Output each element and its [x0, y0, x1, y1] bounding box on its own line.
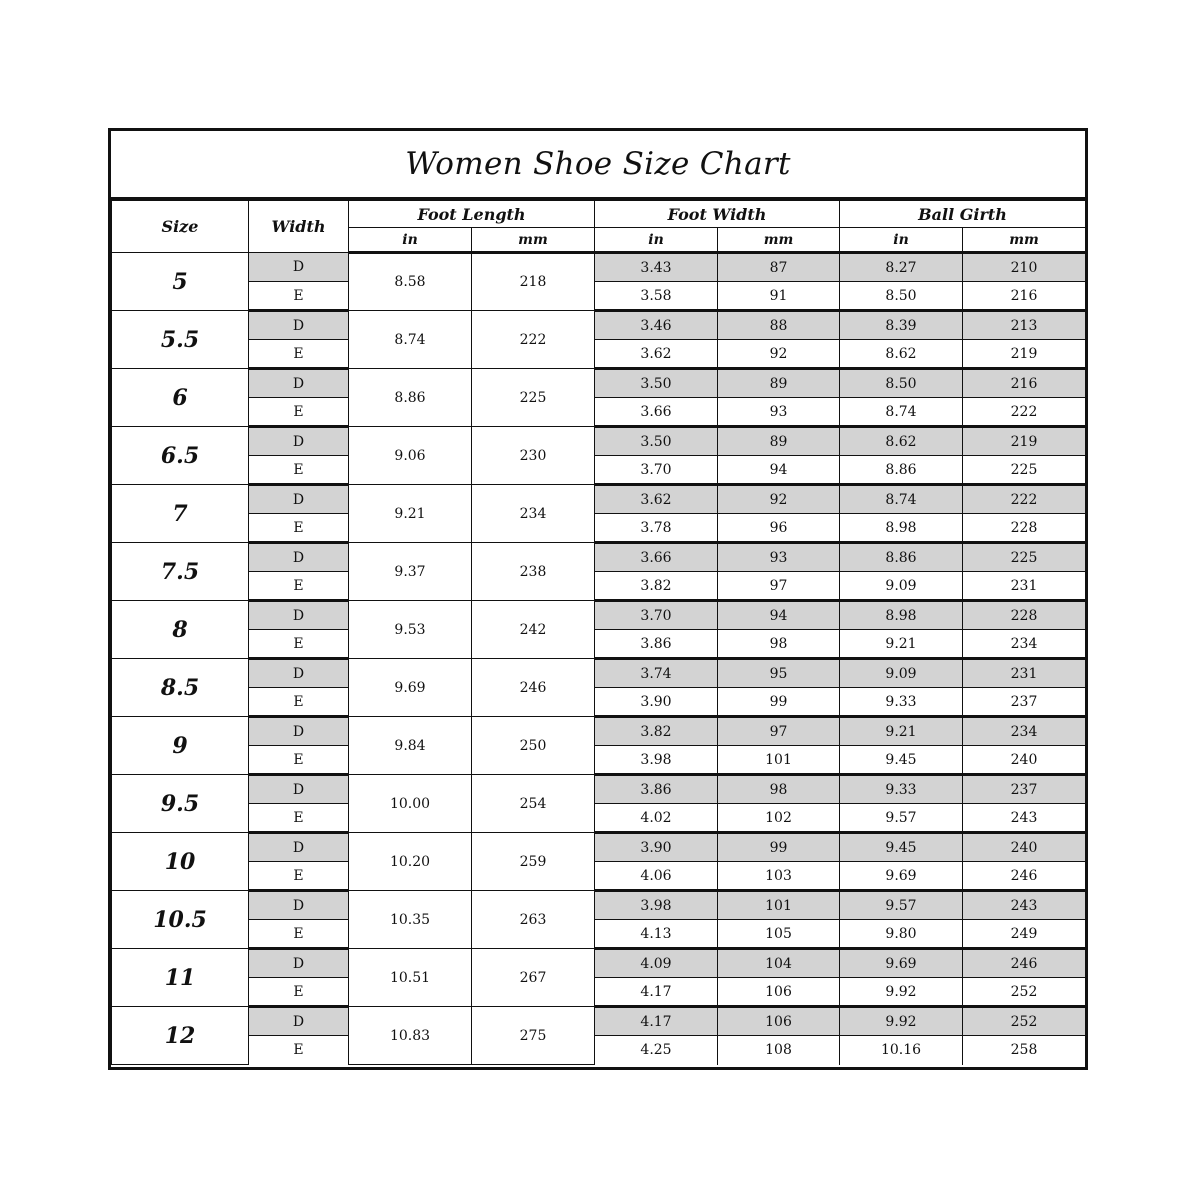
width-cell: E — [249, 630, 349, 659]
header-foot-length-mm: mm — [472, 228, 595, 253]
foot-width-mm-cell: 106 — [718, 1007, 840, 1036]
foot-width-in-cell: 3.62 — [595, 485, 718, 514]
foot-width-mm-cell: 98 — [718, 775, 840, 804]
ball-girth-mm-cell: 228 — [963, 514, 1086, 543]
ball-girth-mm-cell: 258 — [963, 1036, 1086, 1065]
foot-width-mm-cell: 99 — [718, 833, 840, 862]
table-row — [112, 1007, 1086, 1036]
foot-width-in-cell: 3.70 — [595, 456, 718, 485]
table-row — [112, 485, 1086, 514]
ball-girth-in-cell: 9.92 — [840, 1007, 963, 1036]
ball-girth-mm-cell: 225 — [963, 543, 1086, 572]
header-foot-width-in: in — [595, 228, 718, 253]
width-cell: E — [249, 572, 349, 601]
ball-girth-mm-cell: 222 — [963, 398, 1086, 427]
foot-width-mm-cell: 101 — [718, 891, 840, 920]
ball-girth-mm-cell: 228 — [963, 601, 1086, 630]
foot-width-mm-cell: 94 — [718, 601, 840, 630]
size-cell: 7.5 — [112, 543, 249, 601]
ball-girth-mm-cell: 216 — [963, 282, 1086, 311]
header-foot-width-mm: mm — [718, 228, 840, 253]
ball-girth-in-cell: 8.98 — [840, 514, 963, 543]
foot-width-mm-cell: 99 — [718, 688, 840, 717]
size-cell: 6.5 — [112, 427, 249, 485]
foot-width-mm-cell: 91 — [718, 282, 840, 311]
ball-girth-in-cell: 9.92 — [840, 978, 963, 1007]
ball-girth-mm-cell: 225 — [963, 456, 1086, 485]
foot-length-mm-cell: 246 — [472, 659, 595, 717]
foot-width-mm-cell: 89 — [718, 427, 840, 456]
size-cell: 8 — [112, 601, 249, 659]
table-row — [112, 456, 1086, 485]
ball-girth-in-cell: 9.33 — [840, 775, 963, 804]
width-cell: E — [249, 804, 349, 833]
ball-girth-mm-cell: 243 — [963, 891, 1086, 920]
ball-girth-in-cell: 9.80 — [840, 920, 963, 949]
foot-length-in-cell: 9.84 — [349, 717, 472, 775]
table-row — [112, 659, 1086, 688]
foot-length-in-cell: 8.58 — [349, 253, 472, 311]
foot-width-in-cell: 3.46 — [595, 311, 718, 340]
ball-girth-mm-cell: 246 — [963, 862, 1086, 891]
foot-length-mm-cell: 218 — [472, 253, 595, 311]
table-row — [112, 1036, 1086, 1065]
ball-girth-mm-cell: 234 — [963, 717, 1086, 746]
table-row — [112, 775, 1086, 804]
width-cell: D — [249, 601, 349, 630]
foot-width-in-cell: 3.82 — [595, 572, 718, 601]
foot-width-mm-cell: 87 — [718, 253, 840, 282]
chart-title: Women Shoe Size Chart — [405, 146, 791, 182]
ball-girth-in-cell: 8.74 — [840, 485, 963, 514]
width-cell: D — [249, 427, 349, 456]
width-cell: D — [249, 253, 349, 282]
width-cell: D — [249, 775, 349, 804]
ball-girth-mm-cell: 222 — [963, 485, 1086, 514]
foot-length-in-cell: 8.86 — [349, 369, 472, 427]
foot-width-in-cell: 3.50 — [595, 427, 718, 456]
width-cell: E — [249, 456, 349, 485]
foot-width-in-cell: 4.02 — [595, 804, 718, 833]
width-cell: D — [249, 369, 349, 398]
size-cell: 11 — [112, 949, 249, 1007]
table-row — [112, 427, 1086, 456]
ball-girth-mm-cell: 219 — [963, 427, 1086, 456]
width-cell: E — [249, 746, 349, 775]
table-row — [112, 514, 1086, 543]
foot-width-mm-cell: 97 — [718, 572, 840, 601]
foot-length-mm-cell: 250 — [472, 717, 595, 775]
ball-girth-in-cell: 9.57 — [840, 804, 963, 833]
ball-girth-mm-cell: 219 — [963, 340, 1086, 369]
foot-length-mm-cell: 254 — [472, 775, 595, 833]
ball-girth-mm-cell: 237 — [963, 688, 1086, 717]
width-cell: E — [249, 398, 349, 427]
foot-length-in-cell: 9.21 — [349, 485, 472, 543]
foot-width-in-cell: 3.98 — [595, 746, 718, 775]
ball-girth-in-cell: 8.62 — [840, 340, 963, 369]
header-foot-width: Foot Width — [595, 201, 840, 228]
foot-width-in-cell: 3.90 — [595, 688, 718, 717]
ball-girth-mm-cell: 213 — [963, 311, 1086, 340]
ball-girth-in-cell: 8.86 — [840, 456, 963, 485]
ball-girth-in-cell: 9.69 — [840, 949, 963, 978]
ball-girth-in-cell: 8.74 — [840, 398, 963, 427]
ball-girth-mm-cell: 216 — [963, 369, 1086, 398]
foot-width-in-cell: 4.06 — [595, 862, 718, 891]
table-row — [112, 862, 1086, 891]
ball-girth-in-cell: 8.62 — [840, 427, 963, 456]
ball-girth-in-cell: 9.09 — [840, 572, 963, 601]
width-cell: E — [249, 688, 349, 717]
foot-length-in-cell: 9.06 — [349, 427, 472, 485]
foot-width-in-cell: 3.50 — [595, 369, 718, 398]
header-ball-girth-mm: mm — [963, 228, 1086, 253]
ball-girth-mm-cell: 210 — [963, 253, 1086, 282]
foot-length-in-cell: 10.00 — [349, 775, 472, 833]
foot-width-in-cell: 3.66 — [595, 398, 718, 427]
ball-girth-mm-cell: 252 — [963, 1007, 1086, 1036]
ball-girth-in-cell: 8.98 — [840, 601, 963, 630]
ball-girth-in-cell: 9.45 — [840, 833, 963, 862]
size-cell: 8.5 — [112, 659, 249, 717]
foot-width-mm-cell: 89 — [718, 369, 840, 398]
width-cell: D — [249, 485, 349, 514]
size-cell: 9 — [112, 717, 249, 775]
table-row — [112, 398, 1086, 427]
width-cell: E — [249, 920, 349, 949]
table-row — [112, 311, 1086, 340]
foot-length-mm-cell: 259 — [472, 833, 595, 891]
foot-width-in-cell: 3.98 — [595, 891, 718, 920]
foot-length-in-cell: 9.69 — [349, 659, 472, 717]
width-cell: D — [249, 717, 349, 746]
foot-width-in-cell: 3.90 — [595, 833, 718, 862]
ball-girth-in-cell: 10.16 — [840, 1036, 963, 1065]
ball-girth-mm-cell: 231 — [963, 659, 1086, 688]
ball-girth-in-cell: 9.21 — [840, 717, 963, 746]
ball-girth-in-cell: 9.45 — [840, 746, 963, 775]
width-cell: D — [249, 949, 349, 978]
width-cell: D — [249, 659, 349, 688]
ball-girth-in-cell: 8.27 — [840, 253, 963, 282]
foot-width-mm-cell: 97 — [718, 717, 840, 746]
foot-width-mm-cell: 92 — [718, 485, 840, 514]
ball-girth-in-cell: 8.50 — [840, 369, 963, 398]
table-row — [112, 717, 1086, 746]
width-cell: D — [249, 833, 349, 862]
size-cell: 7 — [112, 485, 249, 543]
width-cell: D — [249, 311, 349, 340]
size-chart-frame — [108, 128, 1088, 1070]
header-ball-girth: Ball Girth — [840, 201, 1086, 228]
foot-length-mm-cell: 275 — [472, 1007, 595, 1065]
ball-girth-in-cell: 8.39 — [840, 311, 963, 340]
foot-width-mm-cell: 94 — [718, 456, 840, 485]
foot-width-in-cell: 3.66 — [595, 543, 718, 572]
foot-width-in-cell: 3.74 — [595, 659, 718, 688]
table-row — [112, 253, 1086, 282]
table-row — [112, 833, 1086, 862]
width-cell: E — [249, 282, 349, 311]
table-row — [112, 891, 1086, 920]
size-cell: 10 — [112, 833, 249, 891]
table-row — [112, 369, 1086, 398]
foot-width-in-cell: 3.86 — [595, 630, 718, 659]
foot-width-mm-cell: 96 — [718, 514, 840, 543]
table-row — [112, 340, 1086, 369]
table-row — [112, 282, 1086, 311]
table-row — [112, 688, 1086, 717]
size-cell: 5 — [112, 253, 249, 311]
foot-width-mm-cell: 101 — [718, 746, 840, 775]
foot-width-in-cell: 4.13 — [595, 920, 718, 949]
foot-length-mm-cell: 234 — [472, 485, 595, 543]
table-row — [112, 978, 1086, 1007]
foot-length-in-cell: 10.83 — [349, 1007, 472, 1065]
table-row — [112, 630, 1086, 659]
foot-length-in-cell: 8.74 — [349, 311, 472, 369]
foot-width-mm-cell: 106 — [718, 978, 840, 1007]
header-foot-length: Foot Length — [349, 201, 595, 228]
foot-width-mm-cell: 98 — [718, 630, 840, 659]
foot-width-mm-cell: 95 — [718, 659, 840, 688]
header-foot-length-in: in — [349, 228, 472, 253]
width-cell: E — [249, 978, 349, 1007]
foot-length-in-cell: 10.20 — [349, 833, 472, 891]
foot-width-in-cell: 3.70 — [595, 601, 718, 630]
foot-length-in-cell: 10.35 — [349, 891, 472, 949]
ball-girth-in-cell: 9.33 — [840, 688, 963, 717]
ball-girth-mm-cell: 240 — [963, 746, 1086, 775]
size-cell: 9.5 — [112, 775, 249, 833]
foot-width-in-cell: 4.09 — [595, 949, 718, 978]
size-cell: 6 — [112, 369, 249, 427]
ball-girth-mm-cell: 249 — [963, 920, 1086, 949]
foot-width-in-cell: 4.17 — [595, 1007, 718, 1036]
ball-girth-in-cell: 9.21 — [840, 630, 963, 659]
foot-width-mm-cell: 105 — [718, 920, 840, 949]
table-row — [112, 601, 1086, 630]
width-cell: E — [249, 1036, 349, 1065]
foot-length-mm-cell: 225 — [472, 369, 595, 427]
table-row — [112, 543, 1086, 572]
foot-length-mm-cell: 267 — [472, 949, 595, 1007]
foot-width-in-cell: 3.58 — [595, 282, 718, 311]
table-row — [112, 920, 1086, 949]
width-cell: E — [249, 862, 349, 891]
size-table — [111, 200, 1086, 1065]
size-cell: 5.5 — [112, 311, 249, 369]
width-cell: E — [249, 340, 349, 369]
foot-width-in-cell: 4.25 — [595, 1036, 718, 1065]
header-size: Size — [112, 201, 249, 253]
foot-length-mm-cell: 222 — [472, 311, 595, 369]
width-cell: E — [249, 514, 349, 543]
foot-width-in-cell: 3.86 — [595, 775, 718, 804]
ball-girth-in-cell: 8.86 — [840, 543, 963, 572]
size-cell: 12 — [112, 1007, 249, 1065]
header-width: Width — [249, 201, 349, 253]
width-cell: D — [249, 891, 349, 920]
table-row — [112, 572, 1086, 601]
foot-length-in-cell: 9.37 — [349, 543, 472, 601]
ball-girth-in-cell: 9.09 — [840, 659, 963, 688]
ball-girth-mm-cell: 234 — [963, 630, 1086, 659]
foot-width-in-cell: 3.62 — [595, 340, 718, 369]
foot-width-mm-cell: 103 — [718, 862, 840, 891]
ball-girth-mm-cell: 240 — [963, 833, 1086, 862]
foot-width-mm-cell: 92 — [718, 340, 840, 369]
foot-length-mm-cell: 263 — [472, 891, 595, 949]
ball-girth-mm-cell: 252 — [963, 978, 1086, 1007]
ball-girth-mm-cell: 243 — [963, 804, 1086, 833]
ball-girth-mm-cell: 246 — [963, 949, 1086, 978]
ball-girth-mm-cell: 237 — [963, 775, 1086, 804]
foot-length-mm-cell: 230 — [472, 427, 595, 485]
foot-length-in-cell: 10.51 — [349, 949, 472, 1007]
ball-girth-in-cell: 9.57 — [840, 891, 963, 920]
ball-girth-mm-cell: 231 — [963, 572, 1086, 601]
foot-length-mm-cell: 242 — [472, 601, 595, 659]
foot-width-mm-cell: 93 — [718, 398, 840, 427]
table-row — [112, 949, 1086, 978]
width-cell: D — [249, 1007, 349, 1036]
ball-girth-in-cell: 8.50 — [840, 282, 963, 311]
foot-width-mm-cell: 108 — [718, 1036, 840, 1065]
table-row — [112, 804, 1086, 833]
foot-width-mm-cell: 88 — [718, 311, 840, 340]
width-cell: D — [249, 543, 349, 572]
foot-width-mm-cell: 104 — [718, 949, 840, 978]
title-bar — [111, 131, 1085, 200]
foot-width-mm-cell: 102 — [718, 804, 840, 833]
foot-width-mm-cell: 93 — [718, 543, 840, 572]
table-row — [112, 746, 1086, 775]
foot-width-in-cell: 3.43 — [595, 253, 718, 282]
foot-width-in-cell: 3.82 — [595, 717, 718, 746]
foot-width-in-cell: 4.17 — [595, 978, 718, 1007]
header-ball-girth-in: in — [840, 228, 963, 253]
foot-length-mm-cell: 238 — [472, 543, 595, 601]
foot-length-in-cell: 9.53 — [349, 601, 472, 659]
ball-girth-in-cell: 9.69 — [840, 862, 963, 891]
size-cell: 10.5 — [112, 891, 249, 949]
size-table-body — [112, 253, 1086, 1065]
foot-width-in-cell: 3.78 — [595, 514, 718, 543]
